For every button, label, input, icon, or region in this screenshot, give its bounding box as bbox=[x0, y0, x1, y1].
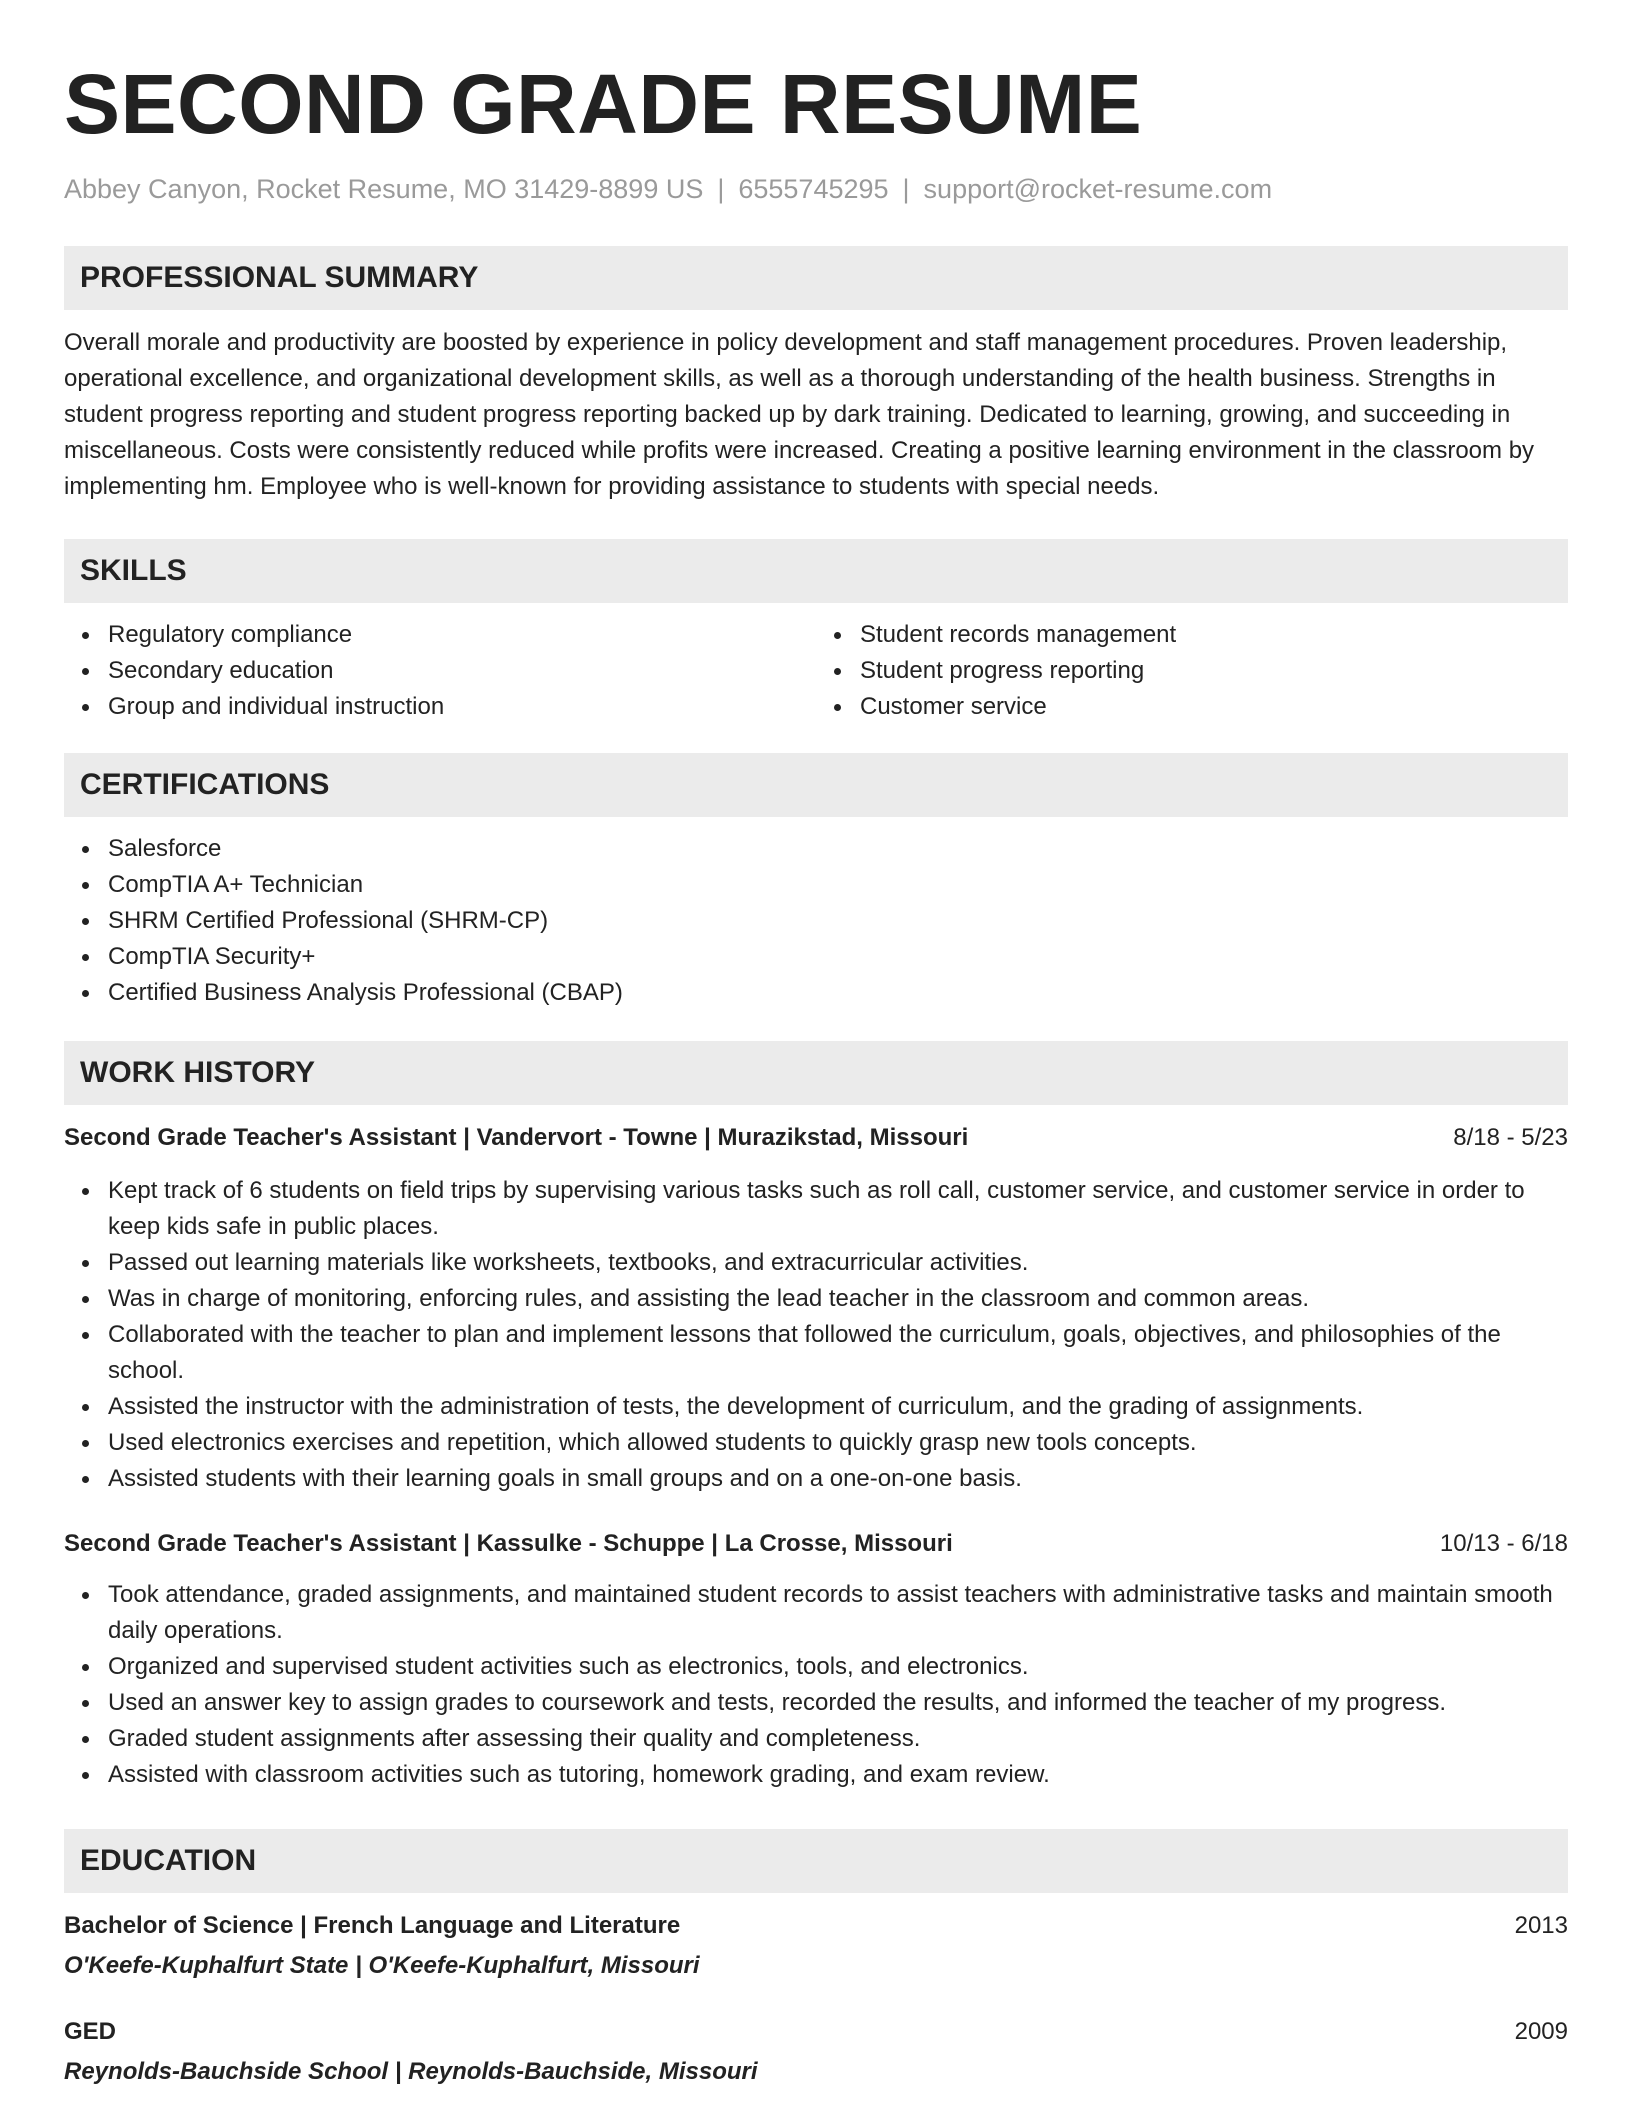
skills-list-left bbox=[64, 617, 816, 725]
contact-address: Abbey Canyon, Rocket Resume, MO 31429-8899 US bbox=[64, 174, 704, 204]
certification-item: CompTIA A+ Technician bbox=[108, 867, 1568, 903]
job-title: Second Grade Teacher's Assistant | Vandervort - Towne | Murazikstad, Missouri bbox=[64, 1124, 969, 1151]
job-duty: Was in charge of monitoring, enforcing rules, and assisting the lead teacher in the classroom and common areas. bbox=[108, 1281, 1568, 1317]
summary-text: Overall morale and productivity are boosted by experience in policy development and staff management procedures. Proven leadership, operational excellence, and organizational development skills, as well as a thorough understanding of the health business. Strengths in student progress reporting and student progress reporting backed up by dark training. Dedicated to learning, growing, and succeeding in miscellaneous. Costs were consistently reduced while profits were increased. Creating a positive learning environment in the classroom by implementing hm. Employee who is well-known for providing assistance to students with special needs. bbox=[64, 329, 1535, 500]
resume-title: SECOND GRADE RESUME bbox=[64, 57, 1143, 151]
skill-item: Secondary education bbox=[108, 653, 816, 689]
job-duty: Kept track of 6 students on field trips by supervising various tasks such as roll call, customer service, and customer service in order to keep kids safe in public places. bbox=[108, 1173, 1568, 1245]
contact-phone: 6555745295 bbox=[738, 174, 889, 204]
skill-item: Customer service bbox=[860, 689, 1568, 725]
job-duty: Used an answer key to assign grades to coursework and tests, recorded the results, and informed the teacher of my progress. bbox=[108, 1685, 1568, 1721]
job-duty: Collaborated with the teacher to plan and implement lessons that followed the curriculum, goals, objectives, and philosophies of the school. bbox=[108, 1317, 1568, 1389]
job-duty: Graded student assignments after assessing their quality and completeness. bbox=[108, 1721, 1568, 1757]
education-header bbox=[64, 2015, 1568, 2049]
education-year: 2009 bbox=[1514, 2018, 1568, 2045]
job-header bbox=[64, 1527, 1568, 1561]
job-duties-list bbox=[64, 1173, 1568, 1497]
education-degree: GED bbox=[64, 2018, 117, 2045]
job-duty: Organized and supervised student activities such as electronics, tools, and electronics. bbox=[108, 1649, 1568, 1685]
job-duty: Assisted with classroom activities such as tutoring, homework grading, and exam review. bbox=[108, 1757, 1568, 1793]
job-dates: 10/13 - 6/18 bbox=[1439, 1530, 1568, 1557]
skill-item: Student records management bbox=[860, 617, 1568, 653]
skills-list-right bbox=[816, 617, 1568, 725]
job-title: Second Grade Teacher's Assistant | Kassulke - Schuppe | La Crosse, Missouri bbox=[64, 1530, 953, 1557]
contact-line bbox=[64, 172, 1568, 206]
education-year: 2013 bbox=[1514, 1912, 1568, 1939]
skill-item: Group and individual instruction bbox=[108, 689, 816, 725]
contact-separator: | bbox=[717, 174, 725, 204]
certification-item: CompTIA Security+ bbox=[108, 939, 1568, 975]
certifications-list bbox=[64, 831, 1568, 1011]
education-heading: EDUCATION bbox=[64, 1829, 1568, 1893]
skill-item: Student progress reporting bbox=[860, 653, 1568, 689]
contact-separator: | bbox=[902, 174, 910, 204]
education-school: Reynolds-Bauchside School | Reynolds-Bauchside, Missouri bbox=[64, 2058, 758, 2085]
job-duty: Assisted the instructor with the administration of tests, the development of curriculum, and the grading of assignments. bbox=[108, 1389, 1568, 1425]
summary-heading: PROFESSIONAL SUMMARY bbox=[64, 246, 1568, 310]
job-duty: Passed out learning materials like worksheets, textbooks, and extracurricular activities. bbox=[108, 1245, 1568, 1281]
certification-item: Salesforce bbox=[108, 831, 1568, 867]
job-duty: Assisted students with their learning goals in small groups and on a one-on-one basis. bbox=[108, 1461, 1568, 1497]
skill-item: Regulatory compliance bbox=[108, 617, 816, 653]
education-header bbox=[64, 1909, 1568, 1943]
certification-item: SHRM Certified Professional (SHRM-CP) bbox=[108, 903, 1568, 939]
skills-heading: SKILLS bbox=[64, 539, 1568, 603]
work-heading: WORK HISTORY bbox=[64, 1041, 1568, 1105]
job-dates: 8/18 - 5/23 bbox=[1453, 1124, 1568, 1151]
certification-item: Certified Business Analysis Professional (CBAP) bbox=[108, 975, 1568, 1011]
education-degree: Bachelor of Science | French Language and Literature bbox=[64, 1912, 681, 1939]
job-header bbox=[64, 1121, 1568, 1155]
skills-columns bbox=[64, 617, 1568, 725]
certifications-heading: CERTIFICATIONS bbox=[64, 753, 1568, 817]
job-duty: Took attendance, graded assignments, and maintained student records to assist teachers with administrative tasks and maintain smooth daily operations. bbox=[108, 1577, 1568, 1649]
contact-email: support@rocket-resume.com bbox=[923, 174, 1273, 204]
job-duty: Used electronics exercises and repetition, which allowed students to quickly grasp new tools concepts. bbox=[108, 1425, 1568, 1461]
education-school: O'Keefe-Kuphalfurt State | O'Keefe-Kuphalfurt, Missouri bbox=[64, 1952, 700, 1979]
job-duties-list bbox=[64, 1577, 1568, 1793]
